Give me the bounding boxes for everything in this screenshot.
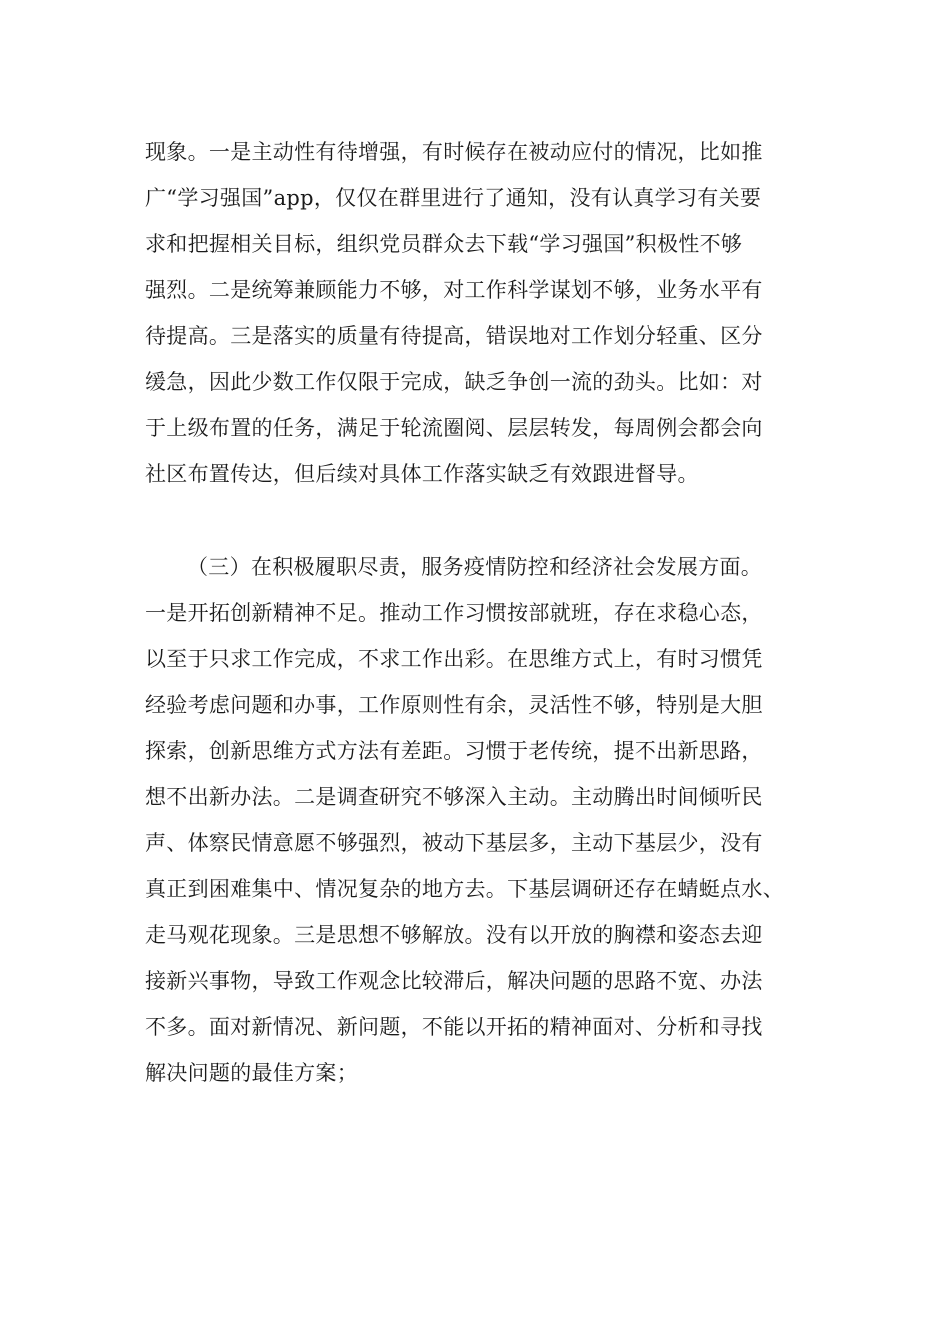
text-line: 求和把握相关目标，组织党员群众去下载“学习强国”积极性不够 xyxy=(145,232,743,256)
text-line: 社区布置传达，但后续对具体工作落实缺乏有效跟进督导。 xyxy=(145,462,699,486)
text-line: 想不出新办法。二是调查研究不够深入主动。主动腾出时间倾听民 xyxy=(145,785,763,809)
text-line: 解决问题的最佳方案； xyxy=(145,1061,358,1085)
text-line: 经验考虑问题和办事，工作原则性有余，灵活性不够，特别是大胆 xyxy=(145,693,763,717)
text-line: 缓急，因此少数工作仅限于完成，缺乏争创一流的劲头。比如：对 xyxy=(145,370,763,394)
text-line: 待提高。三是落实的质量有待提高，错误地对工作划分轻重、区分 xyxy=(145,324,763,348)
text-line: 现象。一是主动性有待增强，有时候存在被动应付的情况，比如推 xyxy=(145,140,763,164)
paragraph-continuation xyxy=(145,129,825,497)
text-line: 于上级布置的任务，满足于轮流圈阅、层层转发，每周例会都会向 xyxy=(145,416,763,440)
text-line: 探索，创新思维方式方法有差距。习惯于老传统，提不出新思路， xyxy=(145,739,763,763)
section-three-paragraph xyxy=(145,544,825,1096)
text-line: 真正到困难集中、情况复杂的地方去。下基层调研还存在蜻蜓点水、 xyxy=(145,877,784,901)
text-line: 声、体察民情意愿不够强烈，被动下基层多，主动下基层少，没有 xyxy=(145,831,763,855)
text-line: 一是开拓创新精神不足。推动工作习惯按部就班，存在求稳心态， xyxy=(145,601,763,625)
text-line: 走马观花现象。三是思想不够解放。没有以开放的胸襟和姿态去迎 xyxy=(145,923,763,947)
text-line: 接新兴事物，导致工作观念比较滞后，解决问题的思路不宽、办法 xyxy=(145,969,763,993)
text-line: 强烈。二是统筹兼顾能力不够，对工作科学谋划不够，业务水平有 xyxy=(145,278,763,302)
section-heading-line: （三）在积极履职尽责，服务疫情防控和经济社会发展方面。 xyxy=(187,555,763,579)
text-line: 不多。面对新情况、新问题，不能以开拓的精神面对、分析和寻找 xyxy=(145,1015,763,1039)
text-line: 广“学习强国”app，仅仅在群里进行了通知，没有认真学习有关要 xyxy=(145,186,762,210)
text-line: 以至于只求工作完成，不求工作出彩。在思维方式上，有时习惯凭 xyxy=(145,647,763,671)
